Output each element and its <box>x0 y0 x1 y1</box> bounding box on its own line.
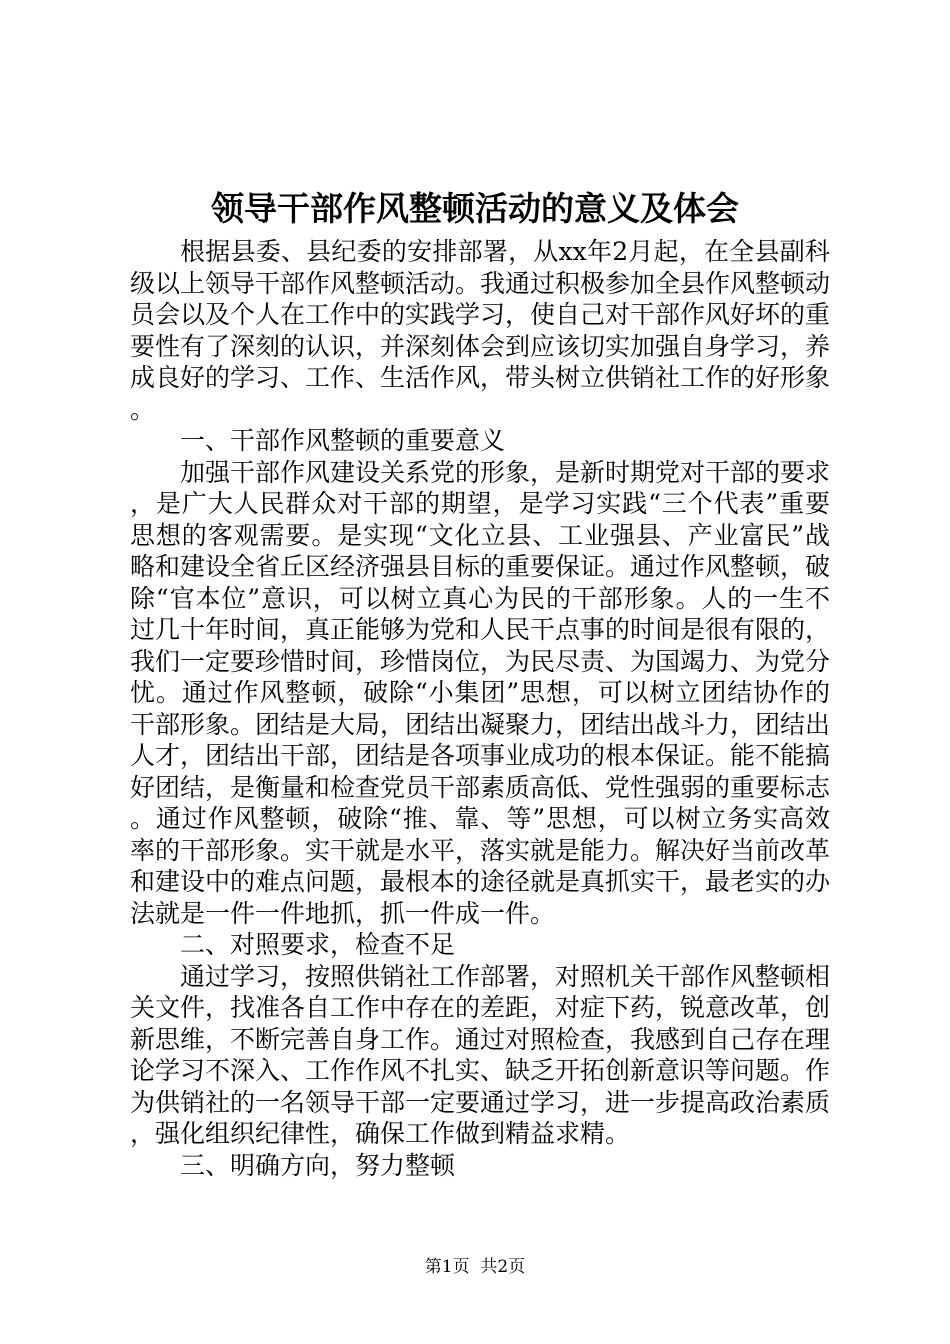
section-heading-1: 一、干部作风整顿的重要意义 <box>180 426 506 455</box>
section-2-paragraph: 通过学习，按照供销社工作部署，对照机关干部作风整顿相关文件，找准各自工作中存在的差距，对症下药，锐意改革，创新思维，不断完善自身工作。通过对照检查，我感到自己存在理论学习不深入、工作作风不扎实、缺乏开拓创新意识等问题。作为供销社的一名领导干部一定要通过学习，进一步提高政治素质，强化组织纪律性，确保工作做到精益求精。 <box>130 961 831 1148</box>
page-indicator: 第1页 共2页 <box>424 1257 526 1277</box>
document-body <box>130 236 830 1181</box>
page-footer <box>0 1256 950 1278</box>
section-heading-2: 二、对照要求，检查不足 <box>180 930 456 959</box>
intro-paragraph: 根据县委、县纪委的安排部署，从xx年2月起，在全县副科级以上领导干部作风整顿活动。我通过积极参加全县作风整顿动员会以及个人在工作中的实践学习，使自己对干部作风好坏的重要性有了深刻的认识，并深刻体会到应该切实加强自身学习，养成良好的学习、工作、生活作风，带头树立供销社工作的好形象。 <box>130 237 831 424</box>
document-title: 领导干部作风整顿活动的意义及体会 <box>211 189 739 228</box>
section-1-paragraph: 加强干部作风建设关系党的形象，是新时期党对干部的要求，是广大人民群众对干部的期望，是学习实践“三个代表”重要思想的客观需要。是实现“文化立县、工业强县、产业富民”战略和建设全省丘区经济强县目标的重要保证。通过作风整顿，破除“官本位”意识，可以树立真心为民的干部形象。人的一生不过几十年时间，真正能够为党和人民干点事的时间是很有限的，我们一定要珍惜时间，珍惜岗位，为民尽责、为国竭力、为党分忧。通过作风整顿，破除“小集团”思想，可以树立团结协作的干部形象。团结是大局，团结出凝聚力，团结出战斗力，团结出人才，团结出干部，团结是各项事业成功的根本保证。能不能搞好团结，是衡量和检查党员干部素质高低、党性强弱的重要标志。通过作风整顿，破除“推、靠、等”思想，可以树立务实高效率的干部形象。实干就是水平，落实就是能力。解决好当前改革和建设中的难点问题，最根本的途径就是真抓实干，最老实的办法就是一件一件地抓，抓一件成一件。 <box>130 457 831 928</box>
section-heading-3: 三、明确方向，努力整顿 <box>180 1150 456 1180</box>
